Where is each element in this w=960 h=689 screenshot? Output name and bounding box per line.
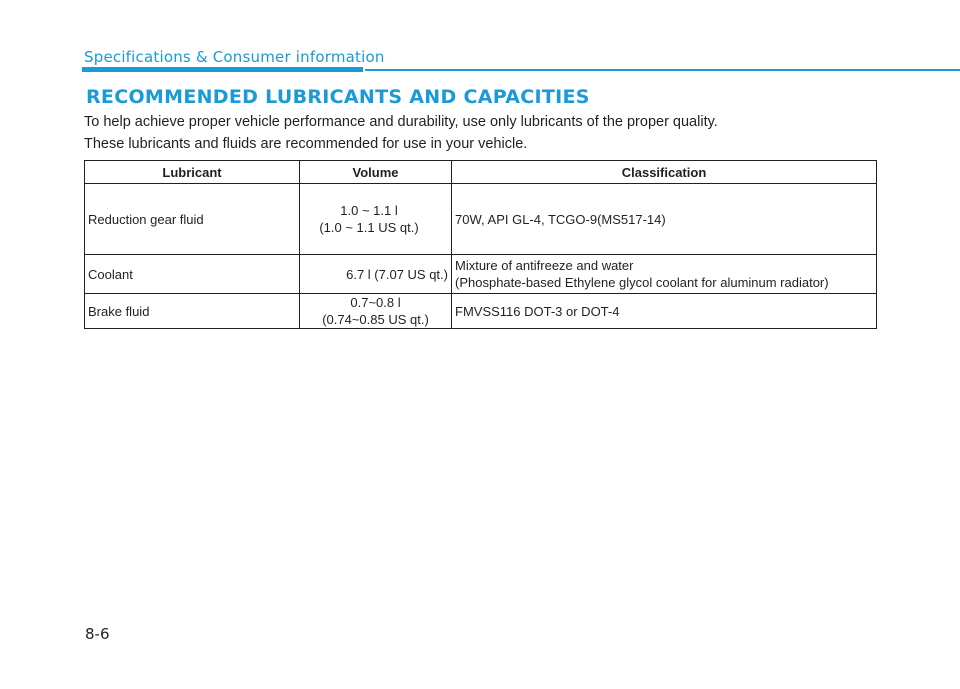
volume-line: (0.74~0.85 US qt.) bbox=[322, 312, 429, 327]
volume-line: (1.0 ~ 1.1 US qt.) bbox=[319, 220, 419, 235]
page-heading: RECOMMENDED LUBRICANTS AND CAPACITIES bbox=[86, 86, 590, 108]
volume-line: 1.0 ~ 1.1 l bbox=[340, 203, 398, 218]
intro-paragraph-2: These lubricants and fluids are recommended for use in your vehicle. bbox=[84, 136, 528, 152]
classification-cell bbox=[452, 294, 877, 329]
lubricant-cell: Reduction gear fluid bbox=[85, 184, 300, 255]
table-row bbox=[85, 184, 877, 255]
section-header bbox=[82, 44, 960, 72]
section-title: Specifications & Consumer information bbox=[84, 48, 385, 66]
volume-cell bbox=[300, 184, 452, 255]
table-row bbox=[85, 255, 877, 294]
classification-line: FMVSS116 DOT-3 or DOT-4 bbox=[455, 303, 620, 319]
lubricants-table bbox=[84, 160, 877, 329]
header-rule-thick bbox=[82, 67, 363, 72]
intro-paragraph-1: To help achieve proper vehicle performance and durability, use only lubricants of the proper quality. bbox=[84, 114, 718, 130]
column-header-lubricant: Lubricant bbox=[85, 161, 300, 184]
page-number: 8-6 bbox=[85, 625, 110, 643]
table-row bbox=[85, 294, 877, 329]
classification-cell bbox=[452, 255, 877, 294]
column-header-volume: Volume bbox=[300, 161, 452, 184]
lubricant-cell: Coolant bbox=[85, 255, 300, 294]
header-rule-thin bbox=[365, 69, 960, 71]
classification-cell bbox=[452, 184, 877, 255]
classification-line: (Phosphate-based Ethylene glycol coolant for aluminum radiator) bbox=[455, 275, 829, 290]
classification-line: 70W, API GL-4, TCGO-9(MS517-14) bbox=[455, 211, 666, 227]
volume-cell bbox=[300, 255, 452, 294]
volume-cell bbox=[300, 294, 452, 329]
lubricant-cell: Brake fluid bbox=[85, 294, 300, 329]
volume-line: 6.7 l (7.07 US qt.) bbox=[346, 266, 448, 282]
volume-line: 0.7~0.8 l bbox=[350, 295, 401, 310]
column-header-classification: Classification bbox=[452, 161, 877, 184]
classification-line: Mixture of antifreeze and water bbox=[455, 258, 634, 273]
table-header-row bbox=[85, 161, 877, 184]
